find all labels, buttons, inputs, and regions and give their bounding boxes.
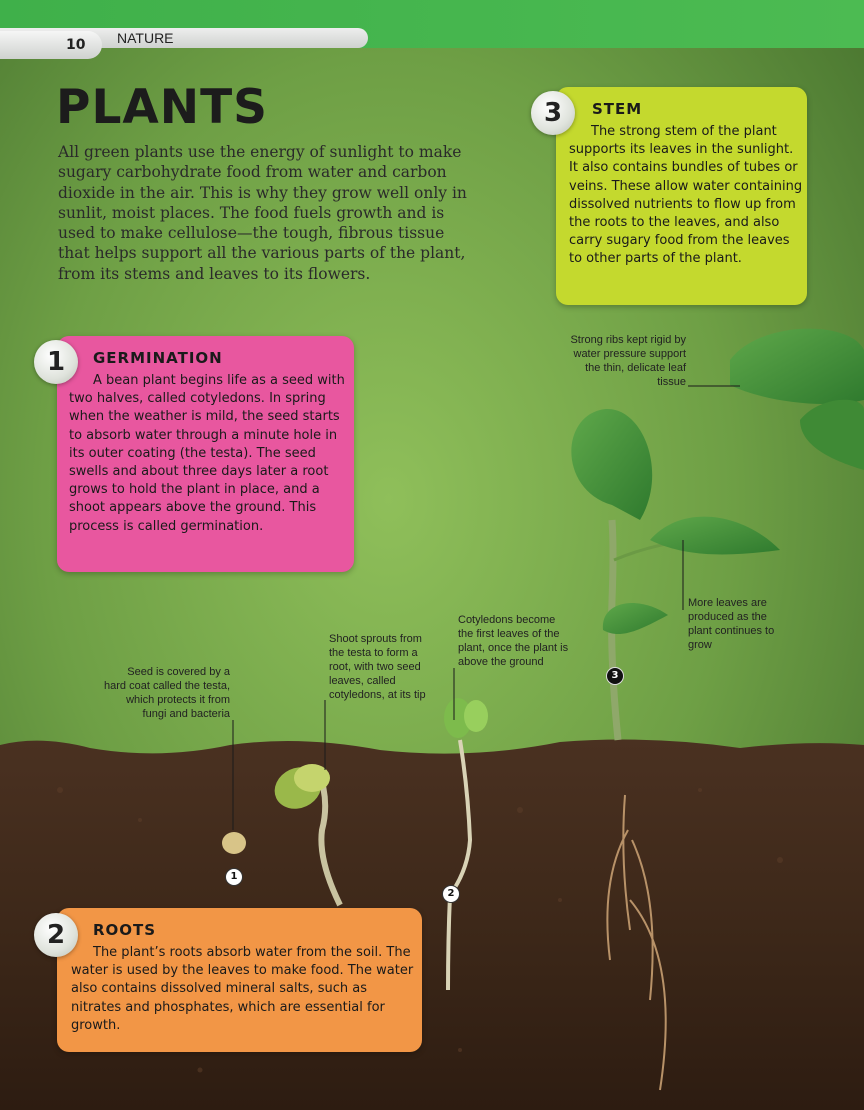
roots-box	[57, 908, 422, 1052]
stage-marker-3: 3	[606, 667, 624, 685]
roots-body: The plant’s roots absorb water from the soil. The water is used by the leaves to make food. The water also contains dissolved mineral salts, such as nitrates and phosphates, which are essential for growth.	[71, 945, 414, 1033]
shoot-label: Shoot sprouts from the testa to form a root, with two seed leaves, called cotyledons, at its tip	[329, 633, 426, 701]
seed-label: Seed is covered by a hard coat called the testa, which protects it from fungi and bacteria	[104, 666, 230, 720]
bean-seed	[222, 832, 246, 854]
section-title: NATURE	[117, 30, 174, 46]
more-leaves-label: More leaves are produced as the plant continues to grow	[688, 597, 775, 651]
leaf-ribs-label: Strong ribs kept rigid by water pressure support the thin, delicate leaf tissue	[570, 334, 686, 388]
intro-paragraph: All green plants use the energy of sunlight to make sugary carbohydrate food from water and carbon dioxide in the air. This is why they grow well only in sunlit, moist places. The food fuels growth and is used to make cellulose—the tough, fibrous tissue that helps support all the various parts of the plant, from its stems and leaves to its flowers.	[58, 143, 467, 283]
germination-body: A bean plant begins life as a seed with two halves, called cotyledons. In spring when the weather is mild, the seed starts to absorb water through a minute hole in its outer coating (the testa). The seed swells and about three days later a root grows to hold the plant in place, and a shoot appears above the ground. This process is called germination.	[69, 373, 345, 534]
page-number: 10	[0, 31, 102, 59]
stem-box	[556, 87, 807, 305]
germination-title: GERMINATION	[93, 349, 223, 367]
page-title: PLANTS	[56, 80, 269, 135]
stage-marker-2: 2	[442, 885, 460, 903]
stage-marker-1: 1	[225, 868, 243, 886]
stem-number-badge: 3	[531, 91, 575, 135]
roots-number-badge: 2	[34, 913, 78, 957]
stem-title: STEM	[592, 100, 643, 118]
germination-box	[57, 336, 354, 572]
stem-body: The strong stem of the plant supports its leaves in the sunlight. It also contains bundles of tubes or veins. These allow water containing dissolved nutrients to flow up from the roots to the leaves, and also carry sugary food from the leaves to other parts of the plant.	[569, 124, 803, 267]
germination-number-badge: 1	[34, 340, 78, 384]
cotyledons-label: Cotyledons become the first leaves of the plant, once the plant is above the ground	[458, 614, 569, 668]
roots-title: ROOTS	[93, 921, 157, 939]
